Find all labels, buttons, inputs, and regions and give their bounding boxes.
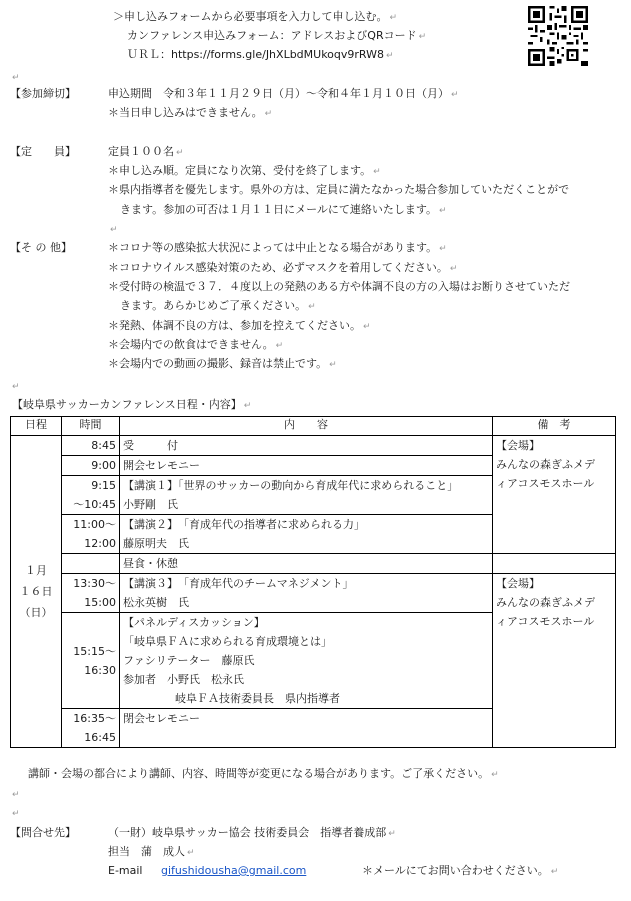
deadline-note: ＊当日申し込みはできません。 ↵	[108, 106, 273, 119]
other-note-3: ＊受付時の検温で３７．４度以上の発熱のある方や体調不良の方の入場はお断りさせていただ	[108, 280, 570, 293]
time-cell: 15:15～ 16:30	[62, 613, 120, 709]
other-label: 【そ の 他】	[10, 241, 72, 254]
other-note-5: ＊発熱、体調不良の方は、参加を控えてください。 ↵	[108, 319, 371, 332]
deadline-label: 【参加締切】	[10, 87, 76, 100]
header-time: 時間	[62, 417, 120, 436]
form-url[interactable]: ＵＲＬ：https://forms.gle/JhXLbdMUkoqv9rRW8 ↵	[127, 48, 394, 61]
other-note-6: ＊会場内での飲食はできません。 ↵	[108, 338, 284, 351]
notes-cell	[493, 554, 616, 574]
other-note-4: きます。あらかじめご了承ください。 ↵	[120, 299, 316, 312]
header-notes: 備 考	[493, 417, 616, 436]
capacity-note-2: ＊県内指導者を優先します。県外の方は、定員に満たなかった場合参加していただくことがで	[108, 183, 570, 196]
paragraph-mark: ↵	[12, 73, 20, 83]
time-cell: 16:35～ 16:45	[62, 709, 120, 748]
venue-cell: 【会場】 みんなの森ぎふメデ ィアコスモスホール	[493, 574, 616, 748]
venue-cell: 【会場】 みんなの森ぎふメデ ィアコスモスホール	[493, 436, 616, 554]
paragraph-mark: ↵	[12, 809, 20, 819]
capacity-count: 定員１００名 ↵	[108, 145, 184, 158]
form-label: カンファレンス申込みフォーム：アドレスおよびQRコード ↵	[127, 29, 427, 42]
paragraph-mark: ↵	[12, 382, 20, 392]
content-cell: 【講演１】「世界のサッカーの動向から育成年代に求められること」 小野剛 氏	[120, 476, 493, 515]
contact-person: 担当 蒲 成人 ↵	[108, 845, 195, 858]
time-cell: 9:00	[62, 456, 120, 476]
schedule-table	[10, 416, 616, 748]
qr-code-icon	[528, 6, 588, 66]
paragraph-mark: ↵	[110, 225, 118, 235]
deadline-period: 申込期間 令和３年１１月２９日（月）～令和４年１月１０日（月） ↵	[108, 87, 459, 100]
table-row	[11, 554, 616, 574]
change-note: 講師・会場の都合により講師、内容、時間等が変更になる場合があります。ご了承ください。 ↵	[28, 767, 499, 780]
schedule-heading: 【岐阜県サッカーカンファレンス日程・内容】 ↵	[12, 398, 252, 411]
table-header-row	[11, 417, 616, 436]
paragraph-mark: ↵	[12, 790, 20, 800]
time-cell: 8:45	[62, 436, 120, 456]
content-cell: 閉会セレモニー	[120, 709, 493, 748]
time-cell	[62, 554, 120, 574]
contact-label: 【問合せ先】	[10, 826, 76, 839]
header-content: 内 容	[120, 417, 493, 436]
contact-note: ＊メールにてお問い合わせください。 ↵	[362, 864, 559, 877]
content-cell: 昼食・休憩	[120, 554, 493, 574]
form-instruction: ＞申し込みフォームから必要事項を入力して申し込む。 ↵	[113, 10, 397, 23]
other-note-7: ＊会場内での動画の撮影、録音は禁止です。 ↵	[108, 357, 337, 370]
content-cell: 【パネルディスカッション】 「岐阜県ＦＡに求められる育成環境とは」 ファシリテーター 藤原氏 参加者 小野氏 松永氏 岐阜ＦＡ技術委員長 県内指導者	[120, 613, 493, 709]
content-cell: 【講演３】 「育成年代のチームマネジメント」 松永英樹 氏	[120, 574, 493, 613]
capacity-note-3: きます。参加の可否は１月１１日にメールにて連絡いたします。 ↵	[120, 203, 447, 216]
content-cell: 開会セレモニー	[120, 456, 493, 476]
table-row	[11, 436, 616, 456]
time-cell: 13:30～ 15:00	[62, 574, 120, 613]
table-row	[11, 574, 616, 613]
content-cell: 受 付	[120, 436, 493, 456]
contact-email-label: E-mail	[108, 864, 143, 877]
schedule-day: １月 １６日 （日）	[11, 436, 62, 748]
capacity-label: 【定 員】	[10, 145, 76, 158]
time-cell: 9:15 ～10:45	[62, 476, 120, 515]
contact-org: （一財）岐阜県サッカー協会 技術委員会 指導者養成部 ↵	[108, 826, 396, 839]
other-note-2: ＊コロナウイルス感染対策のため、必ずマスクを着用してください。 ↵	[108, 261, 458, 274]
other-note-1: ＊コロナ等の感染拡大状況によっては中止となる場合があります。 ↵	[108, 241, 447, 254]
content-cell: 【講演２】 「育成年代の指導者に求められる力」 藤原明夫 氏	[120, 515, 493, 554]
time-cell: 11:00～ 12:00	[62, 515, 120, 554]
contact-email-link[interactable]: gifushidousha@gmail.com	[161, 864, 307, 877]
capacity-note-1: ＊申し込み順。定員になり次第、受付を終了します。 ↵	[108, 164, 381, 177]
header-day: 日程	[11, 417, 62, 436]
